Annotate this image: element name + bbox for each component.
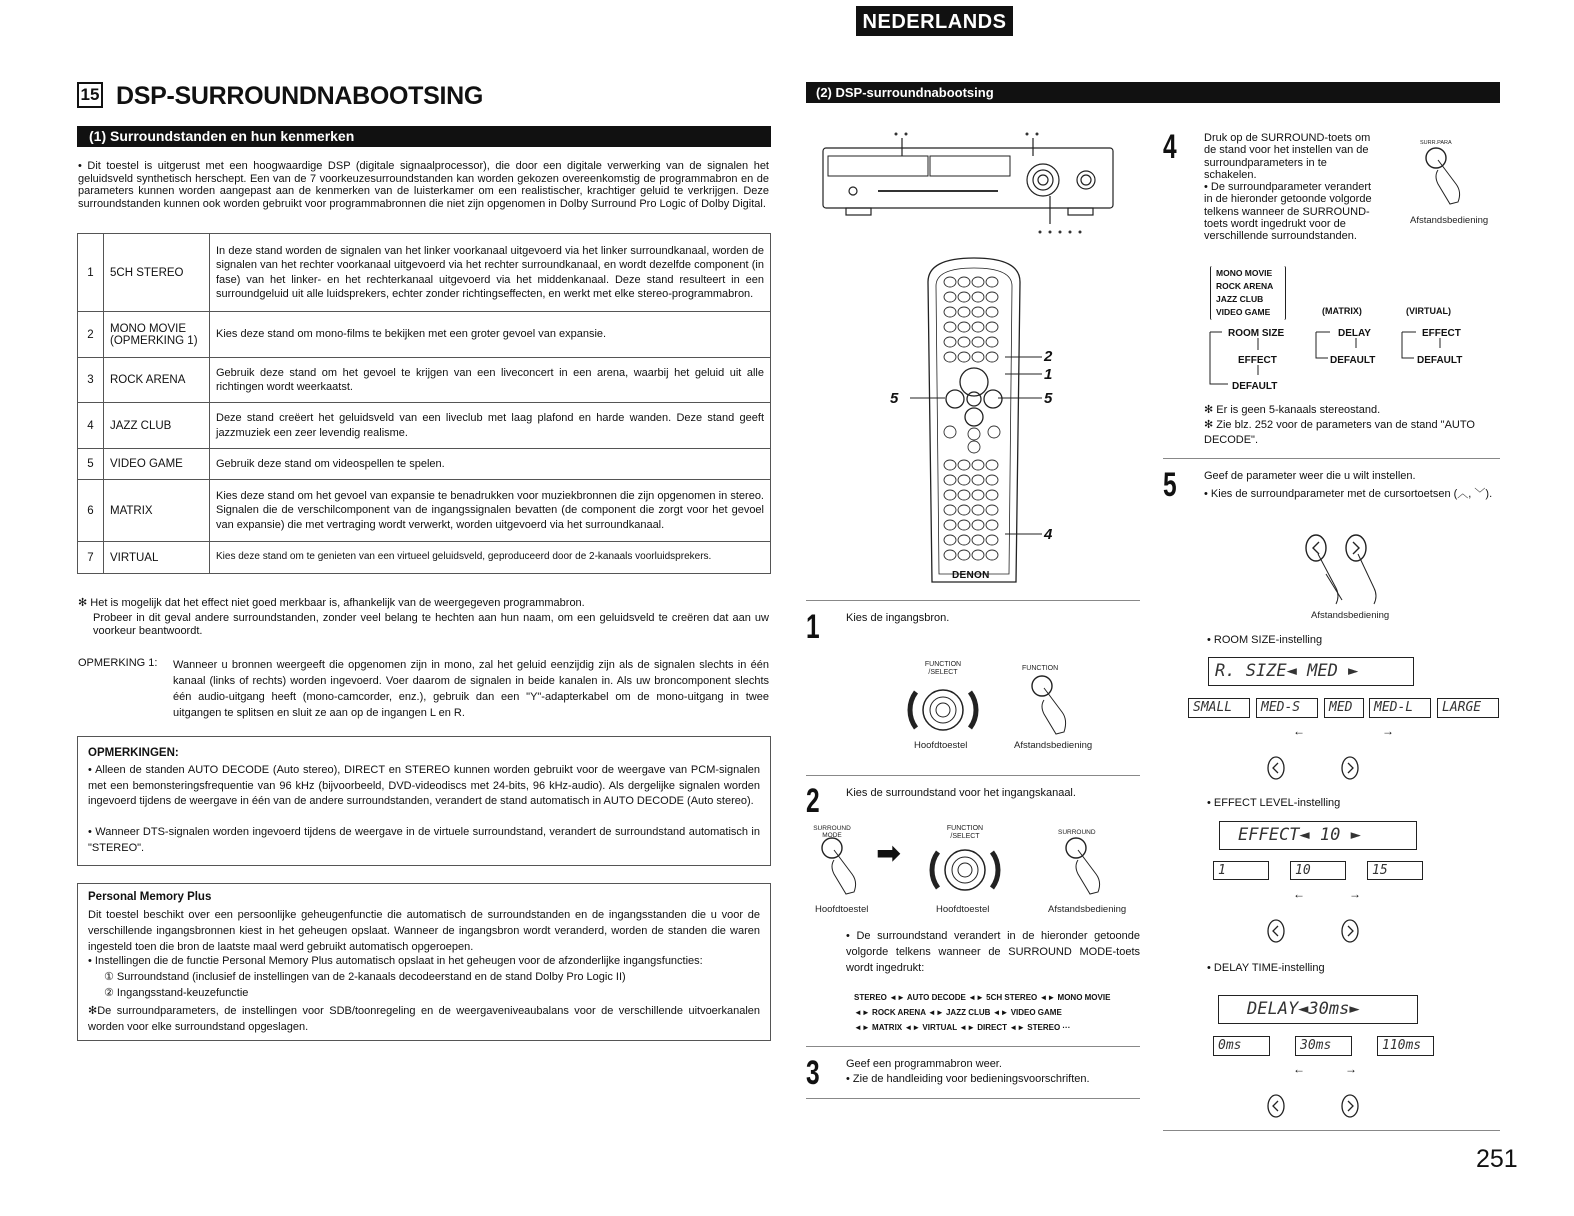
delay-time-option: 30ms [1295,1036,1352,1056]
effect-level-option: 10 [1290,861,1346,880]
step-3-number: 3 [806,1054,820,1092]
cursor-buttons-hand-icon [1296,530,1386,610]
mode-number: 7 [78,542,104,574]
surround-button-hand-icon [1060,836,1120,900]
remarks-title: OPMERKINGEN: [88,747,179,759]
step-5-text: Geef de parameter weer die u wilt instellen. [1204,470,1416,482]
surround-label: SURROUND [1058,829,1096,836]
surround-mode-button-hand-icon [814,834,874,898]
step-4-note-1: ✻ Er is geen 5-kanaals stereostand. [1204,404,1381,416]
mode-number: 3 [78,358,104,403]
remark1-text: Wanneer u bronnen weergeeft die opgenomen zijn in mono, zal het geluid eenzijdig zijn als de signalen slechts in één kanaal (links of rechts) worden ingevoerd. Voer daarom de signalen in beide kanalen in. Als uw broncomponent slechts één audio-uitgang heeft (mono-camcorder, enz.), gebruik dan een "Y"-adapterkabel om de mono-uitgang in twee uitgangen te splitsen en sluit ze aan op de ingangen L en R. [173,659,769,719]
table-row [78,234,771,312]
callout-5-left: 5 [890,390,899,407]
step-4-number: 4 [1163,128,1177,166]
mode-sequence-line: STEREO ◄► AUTO DECODE ◄► 5CH STEREO ◄► MONO MOVIE [854,993,1111,1002]
mode-number: 2 [78,312,104,358]
mode-number: 1 [78,234,104,312]
step-2-text: Kies de surroundstand voor het ingangskanaal. [846,787,1076,799]
pmp-item: ② Ingangsstand-keuzefunctie [104,987,249,999]
mode-name: ROCK ARENA [104,358,210,403]
remark1-label: OPMERKING 1: [78,657,158,669]
divider [1163,1130,1500,1131]
table-row [78,403,771,449]
caption-remote: Afstandsbediening [1048,904,1127,915]
delay-time-display: DELAY◄30ms► [1218,995,1418,1024]
divider [806,775,1140,776]
callout-2: 2 [1044,348,1053,365]
arrow-right-icon: → [1345,1062,1357,1076]
mode-description: Gebruik deze stand om het gevoel te krijgen van een liveconcert in een arena, waarbij het geluid uit alle richtingen wordt weerkaatst. [210,358,771,403]
function-label: FUNCTION [1022,665,1059,672]
mode-list-item: ROCK ARENA [1216,281,1274,291]
page-title: DSP-SURROUNDNABOOTSING [116,82,484,110]
cursor-buttons-icon [1264,1093,1364,1119]
cursor-buttons-icon [1264,918,1364,944]
arrow-left-icon: ← [1293,1062,1305,1076]
mode-sequence-line: ◄► MATRIX ◄► VIRTUAL ◄► DIRECT ◄► STEREO ··· [854,1023,1071,1032]
language-tab: NEDERLANDS [856,6,1013,36]
mode-description: Kies deze stand om het gevoel van expansie te benadrukken voor muziekbronnen die zijn opgenomen in stereo. Signalen die de verschilcomponent van de ingangssignalen bevatten (de component die zorgt voor het gevoel van expansie) die met vertraging wordt verwerkt, worden uitgevoerd via het surroundkanaal. [210,480,771,542]
room-size-title: • ROOM SIZE-instelling [1207,634,1323,646]
step-2-bullet: • De surroundstand verandert in de hieronder getoonde volgorde telkens wanneer de SURROUND MODE-toets wordt ingedrukt: [846,930,1140,974]
divider [806,1046,1140,1047]
matrix-label: MATRIX [1325,306,1359,316]
mode-number: 5 [78,449,104,480]
arrow-right-icon: → [1349,887,1361,901]
surr-para-button-hand-icon [1420,146,1480,210]
caption-remote: Afstandsbediening [1014,740,1093,751]
mode-sequence-line: ◄► ROCK ARENA ◄► JAZZ CLUB ◄► VIDEO GAME [854,1008,1062,1017]
mode-description: Deze stand creëert het geluidsveld van een liveclub met laag plafond en harde wanden. Deze stand geeft jazzmuziek een zeer levendig realisme. [210,403,771,449]
matrix-group: (MATRIX) [1322,306,1362,316]
table-row [78,312,771,358]
caption-remote: Afstandsbediening [1410,215,1489,226]
receiver-illustration [818,128,1118,238]
mode-description: In deze stand worden de signalen van het linker voorkanaal uitgevoerd via het linker surroundkanaal, worden de signalen van het rechter voorkanaal uitgevoerd via het rechter surroundkanaal, en wordt dezelfde component (in fase) van het linker- en het rechterkanaal uitgevoerd via het middenkanaal. Deze stand resulteert in een surroundgeluid uit alle luidsprekers, echter zonder richtingseffecten, en werkt met elke stereo-programmabron. [210,234,771,312]
param-default: DEFAULT [1232,381,1278,392]
section-number: 15 [77,82,103,108]
function-select-knob-icon [920,836,1010,904]
note-star-1: ✻ Het is mogelijk dat het effect niet goed merkbaar is, afhankelijk van de weergegeven programmabron. [78,597,585,609]
mode-name: 5CH STEREO [104,234,210,312]
param-effect: EFFECT [1238,355,1277,366]
remark-item: • Alleen de standen AUTO DECODE (Auto stereo), DIRECT en STEREO kunnen worden gebruikt voor de weergave van PCM-signalen met een bemonsteringsfrequentie van 96 kHz (bijvoorbeeld, DVD-videodiscs met 24-bits, 96 kHz-audio). Als dergelijke signalen worden ingevoerd tijdens de weergave in één van de andere surroundstanden, verandert de stand automatisch in AUTO DECODE (Auto stereo). [88,764,760,807]
callout-5-right: 5 [1044,390,1053,407]
pmp-star: ✻De surroundparameters, de instellingen voor SDB/toonregeling en de weergaveniveaubalans voor de verschillende uitvoerkanalen worden voor elke surroundstand opgeslagen. [88,1005,760,1033]
caption-remote: Afstandsbediening [1311,610,1390,621]
page-number: 251 [1476,1145,1518,1173]
pmp-title: Personal Memory Plus [88,891,212,903]
pmp-text: Dit toestel beschikt over een persoonlijke geheugenfunctie die automatisch de surroundstanden en de ingangsstanden die u voor de verschillende ingangsbronnen kiest in het geheugen opslaat. Wanneer de ingangsbron wordt veranderd, worden de standen die waren ingesteld toen die bron de laatste maal werd gebruikt automatisch opgeroepen. [88,909,760,953]
function-button-hand-icon [1022,672,1082,742]
arrow-right-icon: → [1382,724,1394,738]
effect-level-title: • EFFECT LEVEL-instelling [1207,797,1341,809]
pmp-bullet: • Instellingen die de functie Personal Memory Plus automatisch opslaat in het geheugen voor de afzonderlijke ingangsfuncties: [88,955,703,967]
function-select-label: FUNCTION /SELECT [946,825,984,840]
step-3-text: Geef een programmabron weer. [846,1058,1002,1070]
step-4-note-2: ✻ Zie blz. 252 voor de parameters van de stand "AUTO DECODE". [1204,419,1475,446]
remote-brand: DENON [952,570,990,581]
param-default: DEFAULT [1417,355,1463,366]
effect-level-option: 1 [1213,861,1269,880]
caption-main-unit: Hoofdtoestel [914,740,968,751]
caption-main-unit: Hoofdtoestel [936,904,990,915]
callout-4: 4 [1044,526,1053,543]
surround-mode-label: SURROUND MODE [813,825,851,839]
part2-heading: (2) DSP-surroundnabootsing [806,82,1500,103]
mode-list-item: JAZZ CLUB [1216,294,1264,304]
step-5-bullet: • Kies de surroundparameter met de cursortoetsen (︿, ﹀). [1204,488,1493,500]
effect-level-option: 15 [1367,861,1423,880]
mode-name: VIDEO GAME [104,449,210,480]
caption-main-unit: Hoofdtoestel [815,904,869,915]
virtual-group: (VIRTUAL) [1406,306,1451,316]
table-row [78,542,771,574]
effect-level-display: EFFECT◄ 10 ► [1219,821,1417,850]
surr-para-label: SURR.PARA [1420,140,1452,146]
step-4-text: Druk op de SURROUND-toets om de stand voor het instellen van de surroundparameters in te schakelen. [1204,132,1371,181]
mode-description: Kies deze stand om mono-films te bekijken met een groter gevoel van expansie. [210,312,771,358]
param-effect: EFFECT [1422,328,1461,339]
mode-description: Kies deze stand om te genieten van een virtueel geluidsveld, geproduceerd door de 2-kanaals voorluidsprekers. [210,542,771,574]
callout-1: 1 [1044,366,1053,383]
arrow-right-icon: ➡ [876,837,902,870]
mode-name: VIRTUAL [104,542,210,574]
cursor-buttons-icon [1264,755,1364,781]
callout-lines [900,352,1045,542]
step-1-number: 1 [806,608,820,646]
divider [1163,458,1500,459]
room-size-option: MED [1324,698,1364,718]
mode-name: MATRIX [104,480,210,542]
mode-name: MONO MOVIE (OPMERKING 1) [104,312,210,358]
room-size-option: SMALL [1188,698,1250,718]
table-row [78,480,771,542]
pmp-item: ① Surroundstand (inclusief de instellingen van de 2-kanaals decodeerstand en de stand Dolby Pro Logic II) [104,971,626,983]
modes-table [77,233,771,574]
param-default: DEFAULT [1330,355,1376,366]
step-2-number: 2 [806,782,820,820]
remarks-box [77,736,771,866]
room-size-option: LARGE [1437,698,1499,718]
virtual-label: VIRTUAL [1409,306,1448,316]
part1-heading: (1) Surroundstanden en hun kenmerken [77,126,771,147]
delay-time-title: • DELAY TIME-instelling [1207,962,1325,974]
remark-item: • Wanneer DTS-signalen worden ingevoerd tijdens de weergave in de virtuele surroundstand, verandert de surroundstand automatisch in "STEREO". [88,826,760,854]
mode-number: 6 [78,480,104,542]
mode-name: JAZZ CLUB [104,403,210,449]
room-size-display: R. SIZE◄ MED ► [1208,657,1414,686]
mode-description: Gebruik deze stand om videospellen te spelen. [210,449,771,480]
mode-list-item: MONO MOVIE [1216,268,1273,278]
delay-time-option: 0ms [1213,1036,1270,1056]
function-select-label: FUNCTION /SELECT [924,661,962,676]
divider [806,1098,1140,1099]
step-4-bullet: • De surroundparameter verandert in de hieronder getoonde volgorde telkens wanneer de SURROUND-toets wordt ingedrukt voor de verschillende surroundstanden. [1204,181,1372,243]
divider [806,600,1140,601]
table-row [78,449,771,480]
param-delay: DELAY [1338,328,1371,339]
pmp-box [77,883,771,1041]
mode-list-item: VIDEO GAME [1216,307,1271,317]
room-size-option: MED-S [1256,698,1318,718]
delay-time-option: 110ms [1377,1036,1434,1056]
room-size-option: MED-L [1369,698,1431,718]
step-5-number: 5 [1163,466,1177,504]
mode-number: 4 [78,403,104,449]
step-3-bullet: • Zie de handleiding voor bedieningsvoorschriften. [846,1073,1090,1085]
step-1-text: Kies de ingangsbron. [846,612,950,624]
note-star-2: Probeer in dit geval andere surroundstanden, zonder veel belang te hechten aan hun naam, om een geluidsveld te creëren dat aan uw voorkeur beantwoordt. [93,612,769,637]
table-row [78,358,771,403]
arrow-left-icon: ← [1293,724,1305,738]
param-room-size: ROOM SIZE [1228,328,1285,339]
arrow-left-icon: ← [1293,887,1305,901]
part1-intro: • Dit toestel is uitgerust met een hoogwaardige DSP (digitale signaalprocessor), die door een digitale verwerking van de signalen het geluidsveld synthetisch herschept. Een van de 7 voorkeuzesurroundstanden kan worden gekozen overeenkomstig de programmabron en de parameters kunnen worden aangepast aan de kenmerken van de luisterkamer om een realistischer, krachtiger geluid te verkrijgen. Deze surroundstanden kunnen ook worden gebruikt voor programmabronnen die niet zijn opgenomen in Dolby Surround Pro Logic of Dolby Digital. [78,160,769,210]
